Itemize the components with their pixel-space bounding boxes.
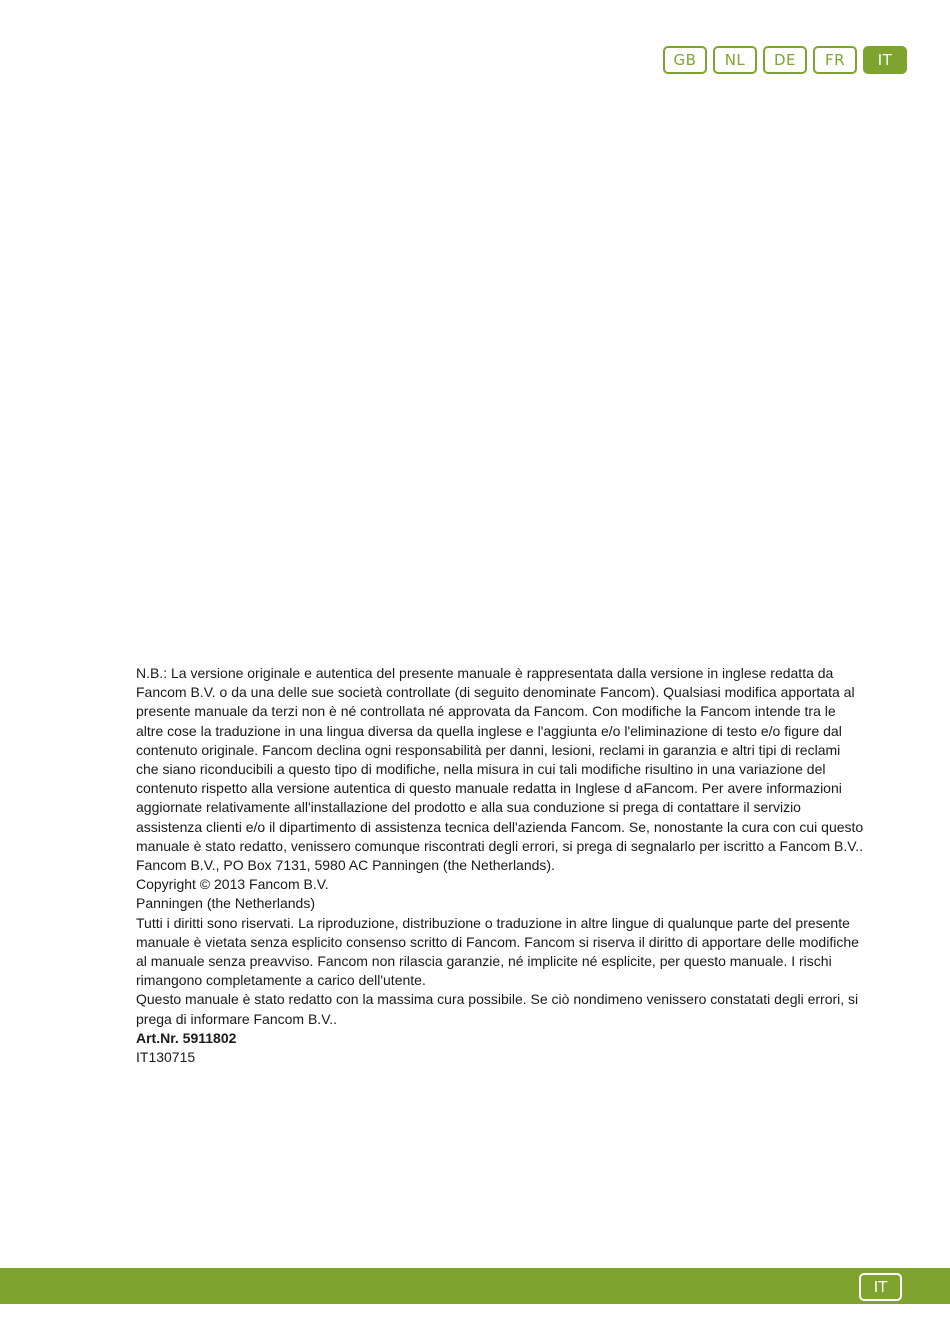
language-tabs [663,46,907,74]
location-line: Panningen (the Netherlands) [136,895,316,912]
tab-gb[interactable]: GB [663,46,707,74]
article-number: Art.Nr. 5911802 [136,1029,237,1046]
document-body [136,664,864,1067]
copyright-line: Copyright © 2013 Fancom B.V. [136,876,329,893]
tab-de[interactable]: DE [763,46,807,74]
tab-nl[interactable]: NL [713,46,757,74]
tab-it[interactable]: IT [863,46,907,74]
rights-paragraph: Tutti i diritti sono riservati. La riproduzione, distribuzione o traduzione in altre lingue di qualunque parte del presente manuale è vietata senza esplicito consenso scritto di Fancom. Fancom si riserva il diritto di apportare delle modifiche al manuale senza preavviso. Fancom non rilascia garanzie, né implicite né esplicite, per questo manuale. I rischi rimangono completamente a carico dell'utente. [136,914,859,989]
care-paragraph: Questo manuale è stato redatto con la massima cura possibile. Se ciò nondimeno venissero constatati degli errori, si prega di informare Fancom B.V.. [136,991,859,1027]
document-code: IT130715 [136,1049,196,1066]
disclaimer-paragraph: N.B.: La versione originale e autentica del presente manuale è rappresentata dalla versione in inglese redatta da Fancom B.V. o da una delle sue società controllate (di seguito denominate Fancom). Qualsiasi modifica apportata al presente manuale da terzi non è né controllata né approvata da Fancom. Con modifiche la Fancom intende tra le altre cose la traduzione in una lingua diversa da quella inglese e l'aggiunta e/o l'eliminazione di testo e/o figure dal contenuto originale. Fancom declina ogni responsabilità per danni, lesioni, reclami in garanzia e altri tipi di reclami che siano riconducibili a questo tipo di modifiche, nella misura in cui tali modifiche risultino in una variazione del contenuto rispetto alla versione autentica di questo manuale redatta in Inglese d aFancom. Per avere informazioni aggiornate relativamente all'installazione del prodotto e alla sua conduzione si prega di contattare il servizio assistenza clienti e/o il dipartimento di assistenza tecnica dell'azienda Fancom. Se, nonostante la cura con cui questo manuale è stato redatto, venissero comunque riscontrati degli errori, si prega di segnalarlo per iscritto a Fancom B.V.. Fancom B.V., PO Box 7131, 5980 AC Panningen (the Netherlands). [136,665,864,874]
tab-fr[interactable]: FR [813,46,857,74]
footer-language-badge: IT [859,1273,902,1301]
footer-bar [0,1268,950,1304]
